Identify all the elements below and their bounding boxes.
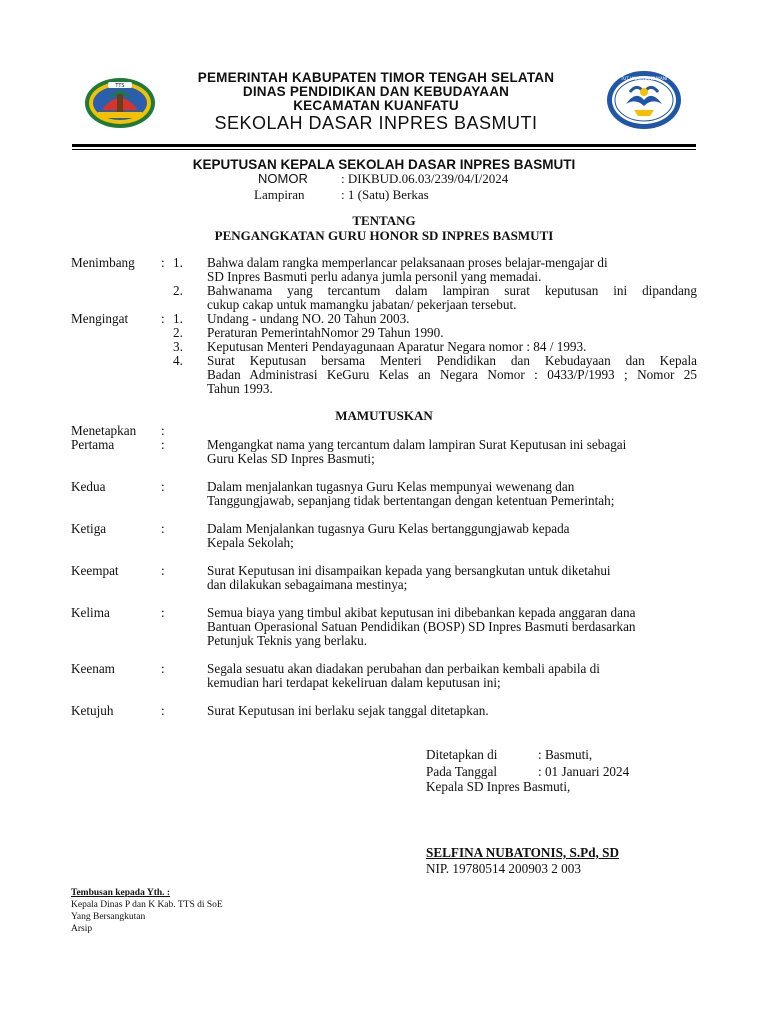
header-government: PEMERINTAH KABUPATEN TIMOR TENGAH SELATAN (197, 70, 555, 85)
menimbang-colon: : (161, 255, 165, 270)
decision-kedua-line1: Dalam menjalankan tugasnya Guru Kelas mempunyai wewenang dan (207, 479, 575, 494)
menimbang-item-1-number: 1. (173, 255, 183, 270)
decision-label-pertama: Pertama (71, 437, 115, 452)
decision-keempat-line1: Surat Keputusan ini disampaikan kepada yang bersangkutan untuk diketahui (207, 563, 611, 578)
header-department: DINAS PENDIDIKAN DAN KEBUDAYAAN (242, 84, 510, 99)
tembusan-item: Arsip (71, 924, 93, 934)
decision-colon: : (161, 703, 165, 718)
tentang-label: TENTANG (352, 213, 416, 228)
mengingat-item-3-line1: Keputusan Menteri Pendayagunaan Aparatur Negara nomor : 84 / 1993. (207, 339, 587, 354)
decision-ketujuh-line1: Surat Keputusan ini berlaku sejak tanggal ditetapkan. (207, 703, 489, 718)
tembusan-title: Tembusan kepada Yth. : (71, 888, 171, 898)
mengingat-item-4-line3: Tahun 1993. (207, 381, 273, 396)
header-rule-thin (72, 149, 696, 150)
tanggal-label: Pada Tanggal (426, 764, 497, 779)
decision-kelima-line1: Semua biaya yang timbul akibat keputusan ini dibebankan kepada anggaran dana (207, 605, 636, 620)
mengingat-label: Mengingat (71, 311, 129, 326)
decision-ketiga-line2: Kepala Sekolah; (207, 535, 294, 550)
mengingat-item-4-line1: Surat Keputusan bersama Menteri Pendidikan dan Kebudayaan dan Kepala (207, 353, 697, 368)
menetapkan-label: Menetapkan (71, 423, 137, 438)
tembusan-item: Kepala Dinas P dan K Kab. TTS di SoE (71, 900, 223, 910)
menimbang-item-1-line1: Bahwa dalam rangka memperlancar pelaksanaan proses belajar-mengajar di (207, 255, 608, 270)
header-rule-thick (72, 144, 696, 147)
decision-label-keempat: Keempat (71, 563, 119, 578)
menimbang-item-2-line2: cukup cakap untuk mamangku jabatan/ pekerjaan tersebut. (207, 297, 517, 312)
decision-colon: : (161, 479, 165, 494)
tembusan-item: Yang Bersangkutan (71, 912, 146, 922)
mengingat-item-4-line2: Badan Administrasi KeGuru Kelas an Negara Nomor : 0433/P/1993 ; Nomor 25 (207, 367, 697, 382)
decision-pertama-line1: Mengangkat nama yang tercantum dalam lampiran Surat Keputusan ini sebagai (207, 437, 627, 452)
menimbang-label: Menimbang (71, 255, 135, 270)
nomor-value: : DIKBUD.06.03/239/04/I/2024 (341, 171, 509, 186)
mengingat-item-1-number: 1. (173, 311, 183, 326)
menimbang-item-2-line1: Bahwanama yang tercantum dalam lampiran surat keputusan ini dipandang (207, 283, 697, 298)
decision-label-ketiga: Ketiga (71, 521, 107, 536)
svg-text:TTS: TTS (115, 83, 125, 89)
tut-wuri-handayani-logo-icon (606, 70, 682, 130)
mamutuskan-heading: MAMUTUSKAN (335, 408, 433, 423)
header-school-name: SEKOLAH DASAR INPRES BASMUTI (214, 113, 538, 133)
decision-colon: : (161, 437, 165, 452)
ditetapkan-value: : Basmuti, (538, 747, 593, 762)
signatory-position: Kepala SD Inpres Basmuti, (426, 779, 571, 794)
decision-label-kelima: Kelima (71, 605, 110, 620)
decision-colon: : (161, 521, 165, 536)
mengingat-colon: : (161, 311, 165, 326)
menetapkan-colon: : (161, 423, 165, 438)
mengingat-item-1-line1: Undang - undang NO. 20 Tahun 2003. (207, 311, 410, 326)
regency-emblem-icon (84, 76, 156, 130)
nomor-label: NOMOR (258, 171, 308, 186)
decision-label-kedua: Kedua (71, 479, 106, 494)
decree-title: KEPUTUSAN KEPALA SEKOLAH DASAR INPRES BASMUTI (192, 157, 576, 172)
decision-colon: : (161, 605, 165, 620)
decision-ketiga-line1: Dalam Menjalankan tugasnya Guru Kelas bertanggungjawab kepada (207, 521, 570, 536)
lampiran-value: : 1 (Satu) Berkas (341, 187, 429, 202)
svg-text:TUT WURI HANDAYANI: TUT WURI HANDAYANI (620, 76, 668, 81)
decision-kelima-line3: Petunjuk Teknis yang berlaku. (207, 633, 367, 648)
decision-colon: : (161, 661, 165, 676)
mengingat-item-2-number: 2. (173, 325, 183, 340)
tentang-subject: PENGANGKATAN GURU HONOR SD INPRES BASMUTI (214, 228, 554, 243)
signatory-nip: NIP. 19780514 200903 2 003 (426, 861, 581, 876)
mengingat-item-4-number: 4. (173, 353, 183, 368)
decision-label-ketujuh: Ketujuh (71, 703, 114, 718)
header-district: KECAMATAN KUANFATU (293, 98, 459, 113)
decision-keempat-line2: dan dilakukan sebagaimana mestinya; (207, 577, 408, 592)
decision-keenam-line2: kemudian hari terdapat kekeliruan dalam keputusan ini; (207, 675, 501, 690)
ditetapkan-label: Ditetapkan di (426, 747, 498, 762)
decision-keenam-line1: Segala sesuatu akan diadakan perubahan dan perbaikan kembali apabila di (207, 661, 600, 676)
mengingat-item-3-number: 3. (173, 339, 183, 354)
tanggal-value: : 01 Januari 2024 (538, 764, 630, 779)
decision-kelima-line2: Bantuan Operasional Satuan Pendidikan (BOSP) SD Inpres Basmuti berdasarkan (207, 619, 636, 634)
signatory-name: SELFINA NUBATONIS, S.Pd, SD (426, 845, 619, 860)
decision-colon: : (161, 563, 165, 578)
lampiran-label: Lampiran (254, 187, 305, 202)
decision-pertama-line2: Guru Kelas SD Inpres Basmuti; (207, 451, 375, 466)
decision-label-keenam: Keenam (71, 661, 115, 676)
mengingat-item-2-line1: Peraturan PemerintahNomor 29 Tahun 1990. (207, 325, 444, 340)
decision-kedua-line2: Tanggungjawab, sepanjang tidak bertentangan dengan ketentuan Pemerintah; (207, 493, 615, 508)
menimbang-item-2-number: 2. (173, 283, 183, 298)
menimbang-item-1-line2: SD Inpres Basmuti perlu adanya jumla personil yang memadai. (207, 269, 542, 284)
